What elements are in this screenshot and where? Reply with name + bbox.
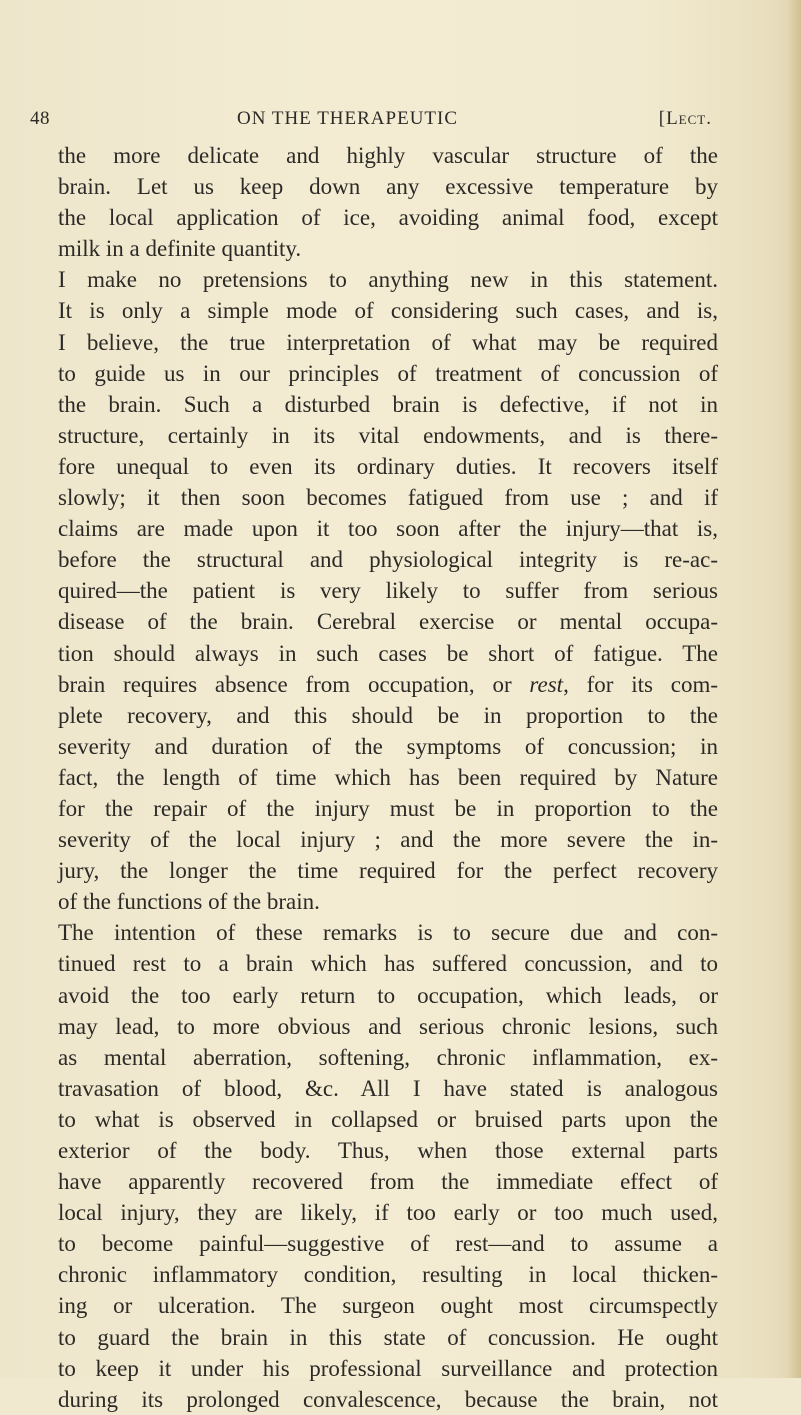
body-text: [58, 140, 718, 1415]
text-line: jury, the longer the time required for the perfect recovery: [58, 858, 718, 884]
text-line: It is only a simple mode of considering such cases, and is,: [58, 298, 718, 324]
text-line: the brain. Such a disturbed brain is defective, if not in: [58, 391, 718, 417]
text-line: to keep it under his professional surveillance and protection: [58, 1355, 718, 1381]
text-line: of the functions of the brain.: [58, 889, 320, 915]
text-line: to what is observed in collapsed or bruised parts upon the: [58, 1106, 718, 1132]
text-line: the local application of ice, avoiding animal food, except: [58, 205, 718, 231]
text-line: fact, the length of time which has been required by Nature: [58, 764, 718, 790]
text-line: I make no pretensions to anything new in this statement.: [58, 267, 718, 293]
text-line: severity of the local injury ; and the more severe the in-: [58, 827, 718, 853]
emphasis-rest: rest: [529, 671, 564, 697]
text-line: claims are made upon it too soon after the injury—that is,: [58, 516, 718, 542]
text-line: for the repair of the injury must be in proportion to the: [58, 795, 718, 821]
text-line: to guide us in our principles of treatment of concussion of: [58, 360, 718, 386]
text-line: to become painful—suggestive of rest—and to assume a: [58, 1231, 718, 1257]
text-line: plete recovery, and this should be in proportion to the: [58, 702, 718, 728]
text-line: severity and duration of the symptoms of concussion; in: [58, 733, 718, 759]
text-line: slowly; it then soon becomes fatigued from use ; and if: [58, 485, 718, 511]
lecture-mark: [Lect.: [658, 108, 712, 129]
text-line: the more delicate and highly vascular structure of the: [58, 143, 718, 168]
text-line: structure, certainly in its vital endowments, and is there-: [58, 422, 718, 448]
running-header: [30, 108, 712, 136]
text-line: disease of the brain. Cerebral exercise or mental occupa-: [58, 609, 718, 635]
text-line: exterior of the body. Thus, when those external parts: [58, 1138, 718, 1163]
text-line: tinued rest to a brain which has suffered concussion, and to: [58, 951, 718, 977]
text-line: ing or ulceration. The surgeon ought most circumspectly: [58, 1293, 718, 1319]
text-line: have apparently recovered from the immediate effect of: [58, 1169, 718, 1195]
text-line: local injury, they are likely, if too early or too much used,: [58, 1200, 718, 1226]
text-line: may lead, to more obvious and serious chronic lesions, such: [58, 1013, 718, 1039]
text-line: before the structural and physiological integrity is re-ac-: [58, 547, 718, 573]
text-line: chronic inflammatory condition, resulting in local thicken-: [58, 1262, 718, 1288]
text-line: travasation of blood, &c. All I have stated is analogous: [58, 1075, 718, 1101]
text-line: The intention of these remarks is to secure due and con-: [58, 920, 718, 946]
text-line: during its prolonged convalescence, because the brain, not: [58, 1386, 718, 1412]
text-line: quired—the patient is very likely to suffer from serious: [58, 578, 718, 604]
text-line: fore unequal to even its ordinary duties. It recovers itself: [58, 453, 718, 479]
text-line: as mental aberration, softening, chronic inflammation, ex-: [58, 1044, 718, 1070]
running-title: ON THE THERAPEUTIC: [237, 108, 459, 129]
page-number: 48: [30, 108, 50, 129]
text-line: tion should always in such cases be short of fatigue. The: [58, 640, 718, 666]
text-line: avoid the too early return to occupation, which leads, or: [58, 982, 718, 1008]
text-line: I believe, the true interpretation of what may be required: [58, 329, 718, 355]
text-line: milk in a definite quantity.: [58, 236, 302, 262]
text-line: brain. Let us keep down any excessive temperature by: [58, 174, 718, 200]
text-line: to guard the brain in this state of concussion. He ought: [58, 1324, 718, 1350]
page-edge-shadow: [787, 0, 801, 1378]
text-line: brain requires absence from occupation, or rest, for its com-: [58, 671, 718, 697]
